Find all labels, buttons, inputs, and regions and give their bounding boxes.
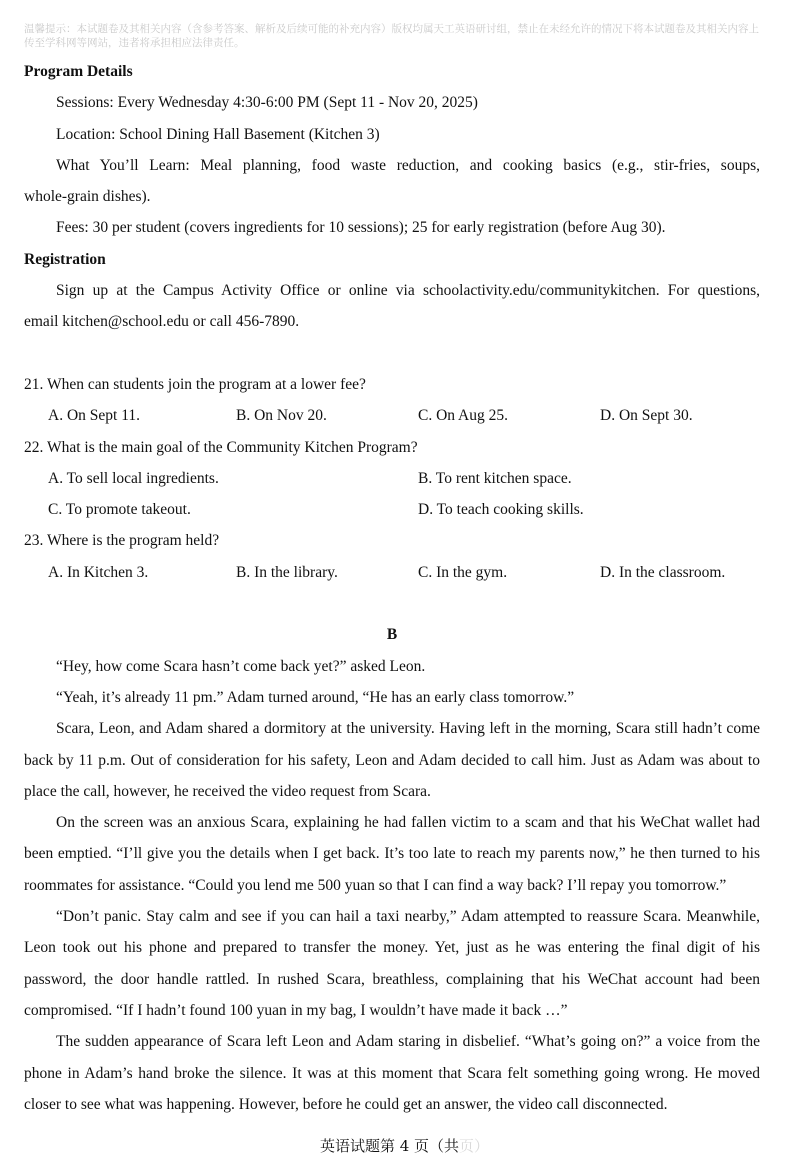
page-footer [0, 1135, 809, 1156]
question-23-option-c: C. In the gym. [418, 563, 508, 581]
question-21-stem: 21. When can students join the program at a lower fee? [24, 375, 366, 393]
exam-content [24, 56, 760, 1120]
question-23-options [24, 557, 760, 588]
question-21-option-a: A. On Sept 11. [48, 407, 140, 425]
program-fees: Fees: 30 per student (covers ingredients for 10 sessions); 25 for early registration (before Aug 30). [56, 219, 666, 237]
question-21-options [24, 400, 760, 431]
question-23-option-a: A. In Kitchen 3. [48, 563, 149, 581]
question-21-option-d: D. On Sept 30. [600, 407, 693, 425]
question-23-option-b: B. In the library. [236, 563, 338, 581]
program-learn-line2: whole-grain dishes). [24, 188, 151, 206]
question-22-option-b: B. To rent kitchen space. [418, 469, 572, 487]
question-21-option-c: C. On Aug 25. [418, 407, 508, 425]
passage-paragraph-2: “Yeah, it’s already 11 pm.” Adam turned around, “He has an early class tomorrow.” [56, 688, 575, 706]
question-22-option-c: C. To promote takeout. [48, 501, 191, 519]
program-heading: Program Details [24, 63, 133, 80]
page-number-text: 英语试题第 4 页（共 [319, 1137, 460, 1155]
passage-paragraph-1: “Hey, how come Scara hasn’t come back yet?” asked Leon. [56, 657, 426, 675]
program-learn-line1: What You’ll Learn: Meal planning, food waste reduction, and cooking basics (e.g., stir-fries, soups, [56, 156, 760, 174]
passage-paragraph-6: The sudden appearance of Scara left Leon and Adam staring in disbelief. “What’s going on?” a voice from the phone in Adam’s hand broke the silence. It was at this moment that Scara felt something going wrong. He moved closer to see what was happening. However, before he could get an answer, the video call disconnected. [24, 1033, 760, 1113]
question-22-options-row2 [24, 494, 760, 525]
copyright-notice: 温馨提示：本试题卷及其相关内容（含参考答案、解析及后续可能的补充内容）版权均属天工英语研讨组，禁止在未经允许的情况下将本试题卷及其相关内容上传至学科网等网站，违者将承担相应法律责任。 [24, 23, 759, 49]
question-22-stem: 22. What is the main goal of the Community Kitchen Program? [24, 438, 418, 456]
registration-line1: Sign up at the Campus Activity Office or online via schoolactivity.edu/communitykitchen. For questions, [56, 282, 760, 300]
question-23-option-d: D. In the classroom. [600, 563, 726, 581]
question-22-option-a: A. To sell local ingredients. [48, 469, 219, 487]
question-22-option-d: D. To teach cooking skills. [418, 501, 584, 519]
question-21-option-b: B. On Nov 20. [236, 407, 327, 425]
question-23-stem: 23. Where is the program held? [24, 532, 220, 550]
section-b-label: B [386, 626, 398, 644]
registration-heading: Registration [24, 250, 106, 268]
program-sessions: Sessions: Every Wednesday 4:30-6:00 PM (Sept 11 - Nov 20, 2025) [56, 94, 478, 112]
passage-paragraph-5: “Don’t panic. Stay calm and see if you can hail a taxi nearby,” Adam attempted to reassure Scara. Meanwhile, Leon took out his phone and prepared to transfer the money. Yet, just as he was entering the final digit of his password, the door handle rattled. In rushed Scara, breathless, complaining that his WeChat account had been compromised. “If I hadn’t found 100 yuan in my bag, I wouldn’t have made it back …” [24, 908, 760, 1019]
passage-paragraph-3: Scara, Leon, and Adam shared a dormitory at the university. Having left in the morning, Scara still hadn’t come back by 11 p.m. Out of consideration for his safety, Leon and Adam decided to call him. Just as Adam was about to place the call, however, he received the video request from Scara. [24, 720, 760, 800]
passage-paragraph-4: On the screen was an anxious Scara, explaining he had fallen victim to a scam and that his WeChat wallet had been emptied. “I’ll give you the details when I get back. It’s too late to reach my parents now,” he then turned to his roommates for assistance. “Could you lend me 500 yuan so that I can find a way back? I’ll repay you tomorrow.” [24, 814, 760, 894]
question-22-options-row1 [24, 463, 760, 494]
program-location: Location: School Dining Hall Basement (Kitchen 3) [56, 125, 380, 143]
registration-line2: email kitchen@school.edu or call 456-7890. [24, 313, 300, 331]
page-number-fade: 页） [459, 1137, 490, 1155]
